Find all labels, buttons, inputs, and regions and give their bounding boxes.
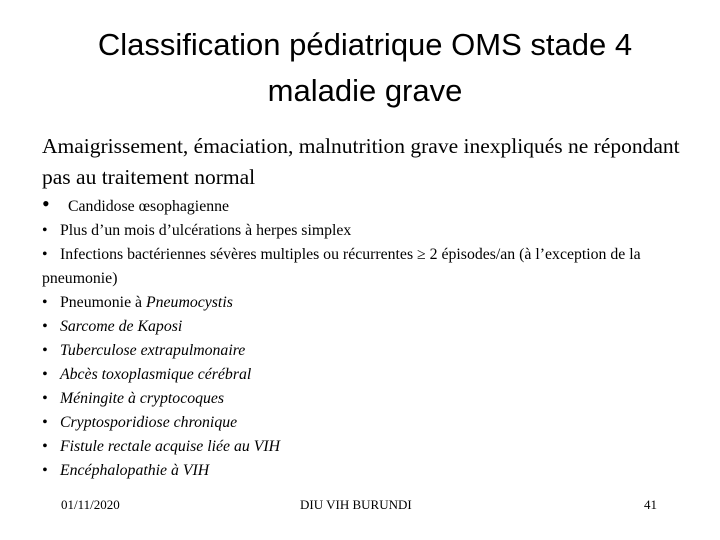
list-item-text: Fistule rectale acquise liée au VIH xyxy=(60,438,281,455)
footer-title: DIU VIH BURUNDI xyxy=(300,497,412,512)
list-item-text: Cryptosporidiose chronique xyxy=(60,414,238,431)
bullet-icon: • xyxy=(42,414,48,431)
list-item-text: Encéphalopathie à VIH xyxy=(60,462,210,479)
list-item xyxy=(42,339,682,363)
list-item-text: Méningite à cryptocoques xyxy=(60,390,225,407)
slide-title-line-2: maladie grave xyxy=(267,73,463,108)
footer-date: 01/11/2020 xyxy=(61,497,120,512)
list-item xyxy=(42,243,682,291)
bullet-icon: • xyxy=(42,191,50,216)
slide-number: 41 xyxy=(644,497,657,512)
list-item-text: Infections bactériennes sévères multiples ou récurrentes ≥ 2 épisodes/an (à l’exception de la pneumonie) xyxy=(42,246,641,287)
bullet-icon: • xyxy=(42,342,48,359)
list-item-text: Candidose œsophagienne xyxy=(68,198,230,215)
bullet-icon: • xyxy=(42,366,48,383)
list-item xyxy=(42,387,682,411)
list-item xyxy=(42,192,682,219)
list-item xyxy=(42,435,682,459)
bullet-icon: • xyxy=(42,390,48,407)
list-item-text: Pneumonie à xyxy=(60,294,146,311)
bullet-icon: • xyxy=(42,294,48,311)
list-item xyxy=(42,459,682,483)
list-item xyxy=(42,219,682,243)
bullet-icon: • xyxy=(42,246,48,263)
bullet-icon: • xyxy=(42,318,48,335)
bullet-icon: • xyxy=(42,438,48,455)
list-item xyxy=(42,363,682,387)
criteria-list xyxy=(42,192,682,483)
slide-title xyxy=(40,22,690,114)
slide-title-line-1: Classification pédiatrique OMS stade 4 xyxy=(97,27,633,62)
list-item xyxy=(42,315,682,339)
list-item xyxy=(42,411,682,435)
bullet-icon: • xyxy=(42,462,48,479)
list-item-italic-text: Pneumocystis xyxy=(146,294,233,311)
list-item-text: Sarcome de Kaposi xyxy=(60,318,183,335)
bullet-icon: • xyxy=(42,222,48,239)
list-item-text: Abcès toxoplasmique cérébral xyxy=(60,366,252,383)
list-item-text: Tuberculose extrapulmonaire xyxy=(60,342,246,359)
list-item-text: Plus d’un mois d’ulcérations à herpes simplex xyxy=(60,222,352,239)
intro-paragraph: Amaigrissement, émaciation, malnutrition grave inexpliqués ne répondant pas au traitement normal xyxy=(42,134,680,189)
list-item xyxy=(42,291,682,315)
